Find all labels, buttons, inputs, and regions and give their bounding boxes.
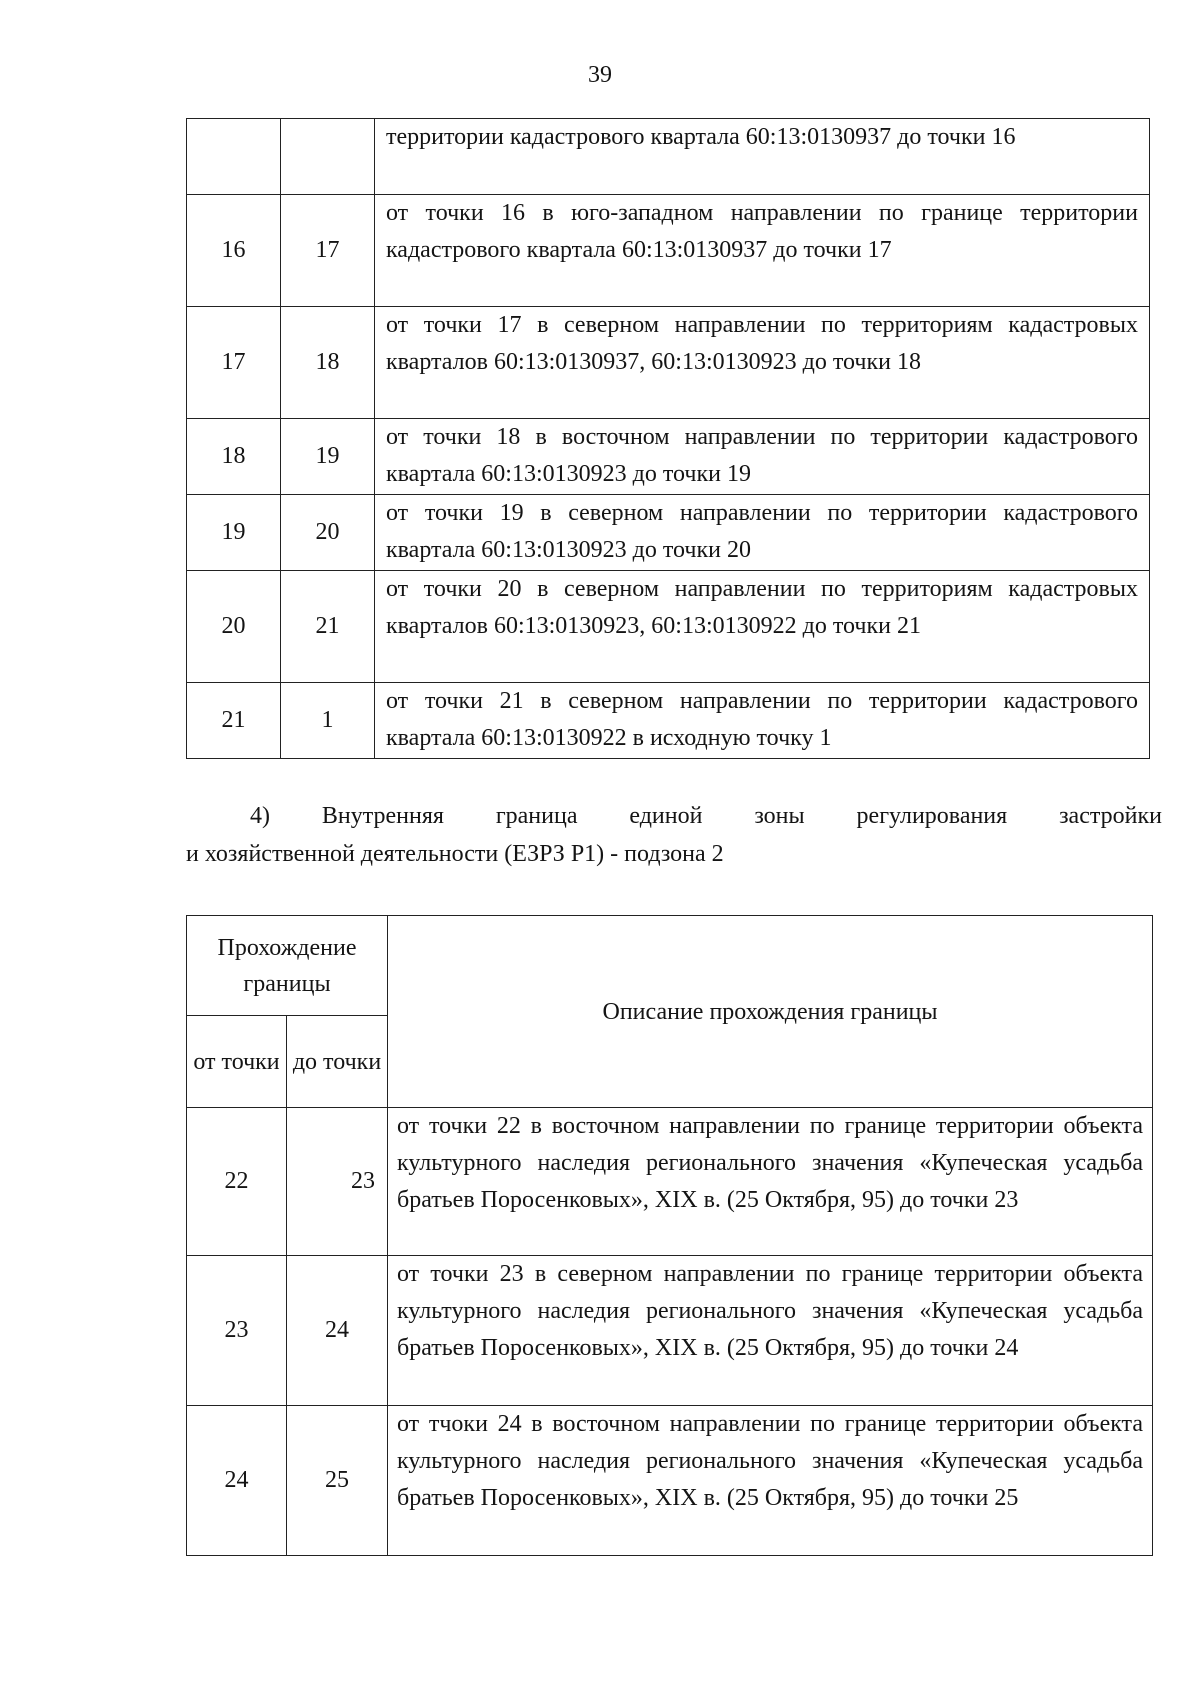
from-point-cell: 20 bbox=[187, 571, 281, 683]
description-cell: от точки 17 в северном направлении по территориям кадастровых кварталов 60:13:0130937, 60:13:0130923 до точки 18 bbox=[375, 307, 1150, 419]
table-row bbox=[187, 1406, 1153, 1556]
table-row bbox=[187, 1108, 1153, 1256]
to-point-cell: 20 bbox=[281, 495, 375, 571]
from-point-cell: 16 bbox=[187, 195, 281, 307]
section-heading bbox=[186, 797, 1162, 873]
to-point-cell: 24 bbox=[287, 1256, 388, 1406]
description-cell: от точки 16 в юго-западном направлении по границе территории кадастрового квартала 60:13:0130937 до точки 17 bbox=[375, 195, 1150, 307]
from-point-cell: 18 bbox=[187, 419, 281, 495]
table-row bbox=[187, 307, 1150, 419]
table-row bbox=[187, 683, 1150, 759]
table-row bbox=[187, 571, 1150, 683]
description-cell: от точки 19 в северном направлении по территории кадастрового квартала 60:13:0130923 до точки 20 bbox=[375, 495, 1150, 571]
table-row bbox=[187, 119, 1150, 195]
description-cell: от тчоки 24 в восточном направлении по границе территории объекта культурного наследия регионального значения «Купеческая усадьба братьев Поросенковых», XIX в. (25 Октября, 95) до точки 25 bbox=[388, 1406, 1153, 1556]
from-point-cell: 23 bbox=[187, 1256, 287, 1406]
description-cell: от точки 22 в восточном направлении по границе территории объекта культурного наследия регионального значения «Купеческая усадьба братьев Поросенковых», XIX в. (25 Октября, 95) до точки 23 bbox=[388, 1108, 1153, 1256]
to-point-cell: 18 bbox=[281, 307, 375, 419]
description-header: Описание прохождения границы bbox=[388, 916, 1153, 1108]
description-cell: территории кадастрового квартала 60:13:0130937 до точки 16 bbox=[375, 119, 1150, 195]
from-point-cell: 22 bbox=[187, 1108, 287, 1256]
to-point-cell: 19 bbox=[281, 419, 375, 495]
passage-header: Прохождение границы bbox=[187, 916, 388, 1016]
section-heading-line-1: 4) Внутренняя граница единой зоны регулирования застройки bbox=[250, 803, 1162, 829]
from-point-cell bbox=[187, 119, 281, 195]
from-point-header: от точки bbox=[187, 1016, 287, 1108]
to-point-cell: 25 bbox=[287, 1406, 388, 1556]
to-point-header: до точки bbox=[287, 1016, 388, 1108]
page-number: 39 bbox=[588, 62, 612, 88]
description-cell: от точки 20 в северном направлении по территориям кадастровых кварталов 60:13:0130923, 60:13:0130922 до точки 21 bbox=[375, 571, 1150, 683]
from-point-cell: 17 bbox=[187, 307, 281, 419]
to-point-cell: 21 bbox=[281, 571, 375, 683]
table-row bbox=[187, 419, 1150, 495]
section-heading-line-2: и хозяйственной деятельности (ЕЗРЗ Р1) - подзона 2 bbox=[186, 841, 724, 867]
to-point-cell: 23 bbox=[287, 1108, 388, 1256]
to-point-cell: 17 bbox=[281, 195, 375, 307]
description-cell: от точки 23 в северном направлении по границе территории объекта культурного наследия регионального значения «Купеческая усадьба братьев Поросенковых», XIX в. (25 Октября, 95) до точки 24 bbox=[388, 1256, 1153, 1406]
boundary-table-continued bbox=[186, 118, 1150, 759]
from-point-cell: 24 bbox=[187, 1406, 287, 1556]
description-cell: от точки 21 в северном направлении по территории кадастрового квартала 60:13:0130922 в исходную точку 1 bbox=[375, 683, 1150, 759]
boundary-table-subzone-2 bbox=[186, 915, 1153, 1556]
to-point-cell bbox=[281, 119, 375, 195]
table-row bbox=[187, 1256, 1153, 1406]
to-point-cell: 1 bbox=[281, 683, 375, 759]
from-point-cell: 21 bbox=[187, 683, 281, 759]
table-row bbox=[187, 495, 1150, 571]
header-row bbox=[187, 916, 1153, 1016]
table-row bbox=[187, 195, 1150, 307]
description-cell: от точки 18 в восточном направлении по территории кадастрового квартала 60:13:0130923 до точки 19 bbox=[375, 419, 1150, 495]
from-point-cell: 19 bbox=[187, 495, 281, 571]
